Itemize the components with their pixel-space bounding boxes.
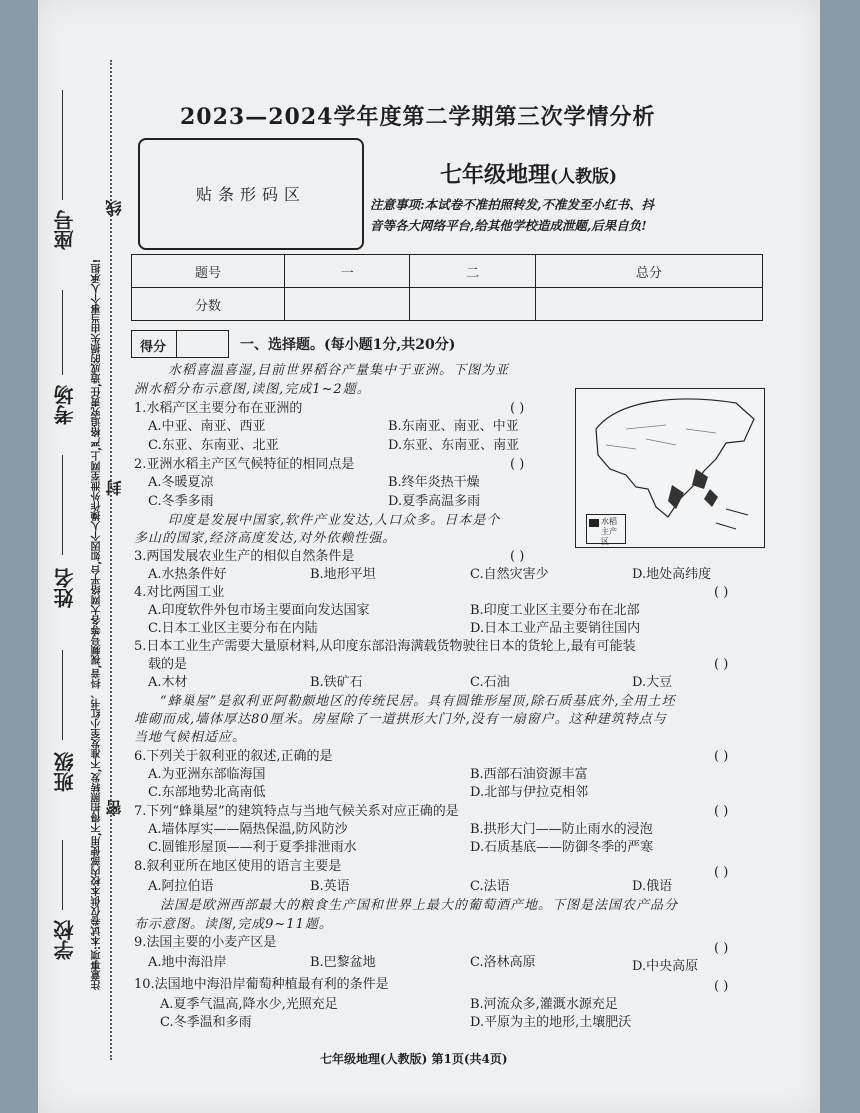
intro-text: 布示意图。读图,完成9~11题。 bbox=[134, 917, 333, 932]
binding-mark-seal: 密 bbox=[105, 800, 124, 816]
option: C.日本工业区主要分布在内陆 bbox=[148, 621, 318, 636]
map-legend bbox=[586, 514, 626, 544]
intro-text: 堆砌而成,墙体厚达80厘米。房屋除了一道拱形大门外,没有一扇窗户。这种建筑特点与 bbox=[134, 712, 667, 727]
exam-subtitle bbox=[440, 158, 617, 189]
option: B.铁矿石 bbox=[310, 675, 363, 690]
option: A.冬暖夏凉 bbox=[148, 475, 214, 490]
option: D.俄语 bbox=[632, 879, 673, 894]
option: B.英语 bbox=[310, 879, 350, 894]
option: D.东亚、东南亚、南亚 bbox=[388, 438, 520, 453]
answer-bracket[interactable]: ( ) bbox=[714, 585, 729, 600]
option: C.法语 bbox=[470, 879, 510, 894]
exam-notice bbox=[370, 194, 770, 236]
option: B.东南亚、南亚、中亚 bbox=[388, 419, 519, 434]
option: B.终年炎热干燥 bbox=[388, 475, 480, 490]
exam-title: 2023—2024学年度第二学期第三次学情分析 bbox=[180, 104, 656, 130]
question-stem: 9.法国主要的小麦产区是 bbox=[134, 935, 277, 950]
option: A.为亚洲东部临海国 bbox=[148, 767, 266, 782]
score-cell: 二 bbox=[410, 255, 535, 288]
option: D.夏季高温多雨 bbox=[388, 494, 481, 509]
score-table-value-row bbox=[132, 288, 763, 321]
score-cell: 总分 bbox=[535, 255, 762, 288]
answer-bracket[interactable]: ( ) bbox=[714, 804, 729, 819]
option: C.圆锥形屋顶——利于夏季排泄雨水 bbox=[148, 840, 357, 855]
score-table bbox=[131, 254, 763, 321]
section-score-box bbox=[131, 330, 229, 358]
option: B.拱形大门——防止雨水的浸泡 bbox=[470, 822, 653, 837]
question-stem: 6.下列关于叙利亚的叙述,正确的是 bbox=[134, 749, 333, 764]
option: A.木材 bbox=[148, 675, 188, 690]
question-stem: 8.叙利亚所在地区使用的语言主要是 bbox=[134, 859, 342, 874]
option: D.中央高原 bbox=[632, 959, 699, 974]
option: A.水热条件好 bbox=[148, 567, 227, 582]
option: D.石质基底——防御冬季的严寒 bbox=[470, 840, 654, 855]
option: C.东亚、东南亚、北亚 bbox=[148, 438, 279, 453]
field-exam-room-line bbox=[62, 290, 63, 375]
section-title: 一、选择题。(每小题1分,共20分) bbox=[240, 337, 456, 353]
section-score-divider bbox=[176, 331, 177, 357]
barcode-area bbox=[138, 138, 364, 250]
option: C.石油 bbox=[470, 675, 510, 690]
option: B.印度工业区主要分布在北部 bbox=[470, 603, 640, 618]
score-table-header-row bbox=[132, 255, 763, 288]
option: D.日本工业产品主要销往国内 bbox=[470, 621, 641, 636]
option: D.大豆 bbox=[632, 675, 673, 690]
intro-text: 法国是欧洲西部最大的粮食生产国和世界上最大的葡萄酒产地。下图是法国农产品分 bbox=[160, 898, 679, 913]
legend-label: 水稻主产区 bbox=[601, 517, 617, 546]
intro-text: “蜂巢屋”是叙利亚阿勒颇地区的传统民居。具有圆锥形屋顶,除石质基底外,全用土坯 bbox=[160, 694, 676, 709]
question-stem: 2.亚洲水稻主产区气候特征的相同点是 bbox=[134, 457, 355, 472]
score-cell: 题号 bbox=[132, 255, 285, 288]
intro-text: 多山的国家,经济高度发达,对外依赖性强。 bbox=[134, 531, 397, 546]
answer-bracket[interactable]: ( ) bbox=[714, 941, 729, 956]
question-stem: 7.下列“蜂巢屋”的建筑特点与当地气候关系对应正确的是 bbox=[134, 804, 459, 819]
field-class-line bbox=[62, 650, 63, 740]
subject-label: 七年级地理 bbox=[440, 162, 551, 188]
question-stem-cont: 载的是 bbox=[148, 657, 188, 672]
binding-mark-line: 线 bbox=[105, 200, 124, 216]
answer-bracket[interactable]: ( ) bbox=[714, 657, 729, 672]
option: C.冬季温和多雨 bbox=[160, 1015, 252, 1030]
page-footer: 七年级地理(人教版) 第1页(共4页) bbox=[320, 1052, 508, 1066]
field-school-line bbox=[62, 840, 63, 910]
field-school-label: 学校 bbox=[53, 920, 77, 960]
field-seat-number-label: 座号 bbox=[53, 210, 77, 250]
barcode-label: 贴条形码区 bbox=[195, 185, 306, 204]
option: A.墙体厚实——隔热保温,防风防沙 bbox=[148, 822, 348, 837]
question-stem: 4.对比两国工业 bbox=[134, 585, 225, 600]
field-name-label: 姓名 bbox=[53, 568, 77, 608]
score-cell: 分数 bbox=[132, 288, 285, 321]
question-stem: 3.两国发展农业生产的相似自然条件是 bbox=[134, 549, 355, 564]
field-class-label: 班级 bbox=[53, 752, 77, 792]
answer-bracket[interactable]: ( ) bbox=[714, 979, 729, 994]
option: B.河流众多,灌溉水源充足 bbox=[470, 997, 618, 1012]
edition-label: (人教版) bbox=[550, 167, 618, 187]
option: B.西部石油资源丰富 bbox=[470, 767, 588, 782]
option: B.巴黎盆地 bbox=[310, 955, 376, 970]
field-seat-number-line bbox=[62, 90, 63, 200]
option: D.平原为主的地形,土壤肥沃 bbox=[470, 1015, 632, 1030]
question-stem: 5.日本工业生产需要大量原材料,从印度东部沿海满载货物驶往日本的货轮上,最有可能装 bbox=[134, 639, 636, 654]
answer-bracket[interactable]: ( ) bbox=[510, 457, 525, 472]
option: A.中亚、南亚、西亚 bbox=[148, 419, 266, 434]
option: C.东部地势北高南低 bbox=[148, 785, 266, 800]
answer-bracket[interactable]: ( ) bbox=[714, 865, 729, 880]
legend-swatch bbox=[589, 519, 599, 527]
score-cell: 一 bbox=[285, 255, 410, 288]
option: C.冬季多雨 bbox=[148, 494, 214, 509]
option: A.地中海沿岸 bbox=[148, 955, 227, 970]
notice-line-2: 音等各大网络平台,给其他学校造成泄题,后果自负! bbox=[370, 218, 647, 233]
intro-text: 当地气候相适应。 bbox=[134, 730, 247, 745]
question-stem: 10.法国地中海沿岸葡萄种植最有利的条件是 bbox=[134, 977, 389, 992]
answer-bracket[interactable]: ( ) bbox=[510, 401, 525, 416]
notice-line-1: 注意事项:本试卷不准拍照转发,不准发至小红书、抖 bbox=[370, 197, 654, 212]
intro-text: 水稻喜温喜湿,目前世界稻谷产量集中于亚洲。下图为亚 bbox=[168, 363, 510, 378]
score-cell[interactable] bbox=[285, 288, 410, 321]
option: B.地形平坦 bbox=[310, 567, 376, 582]
answer-bracket[interactable]: ( ) bbox=[714, 749, 729, 764]
question-stem: 1.水稻产区主要分布在亚洲的 bbox=[134, 401, 303, 416]
binding-mark-envelope: 封 bbox=[105, 480, 124, 496]
option: A.阿拉伯语 bbox=[148, 879, 214, 894]
intro-text: 洲水稻分布示意图,读图,完成1~2题。 bbox=[134, 382, 371, 397]
option: A.夏季气温高,降水少,光照充足 bbox=[160, 997, 338, 1012]
section-score-label: 得分 bbox=[140, 340, 167, 355]
option: D.北部与伊拉克相邻 bbox=[470, 785, 589, 800]
intro-text: 印度是发展中国家,软件产业发达,人口众多。日本是个 bbox=[168, 513, 501, 528]
answer-bracket[interactable]: ( ) bbox=[510, 549, 525, 564]
score-cell[interactable] bbox=[535, 288, 762, 321]
option: D.地处高纬度 bbox=[632, 567, 712, 582]
option: C.自然灾害少 bbox=[470, 567, 549, 582]
score-cell[interactable] bbox=[410, 288, 535, 321]
binding-side-note: 注意事项:本试卷仅供本校内部使用,不得拍照转发,不准发至小红书、抖音,视频号等各大网络平台,如因个人操作外泄至网上,严格追究责任,造成的损失由当事个人承担! bbox=[92, 258, 103, 990]
option: C.洛林高原 bbox=[470, 955, 536, 970]
option: A.印度软件外包市场主要面向发达国家 bbox=[148, 603, 370, 618]
field-exam-room-label: 考场 bbox=[53, 385, 77, 425]
field-name-line bbox=[62, 455, 63, 555]
